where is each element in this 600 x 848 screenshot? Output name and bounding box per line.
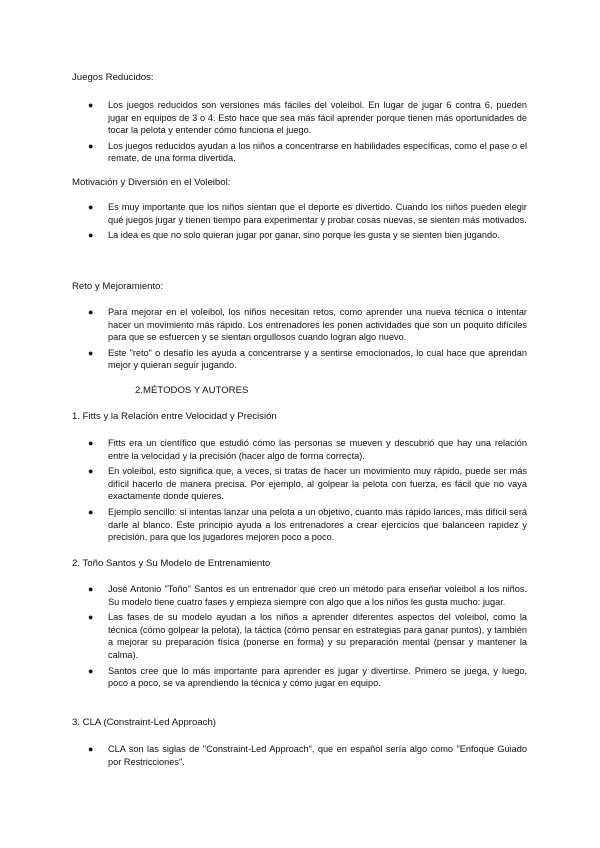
list-item: ● Las fases de su modelo ayudan a los niños a aprender diferentes aspectos del voleibol, como la técnica (cómo golpear la pelota), la táctica (cómo pensar en estrategias para ganar puntos), y también a mejorar su preparación física (ponerse en forma) y su preparación mental (pensar y mantener la calma). <box>88 612 527 660</box>
list-item: ● En voleibol, esto significa que, a veces, si tratas de hacer un movimiento muy rápido, puede ser más difícil hacerlo de manera precisa. Por ejemplo, al golpear la pelota con fuerza, es fácil que no vaya exactamente donde quieres. <box>88 466 527 502</box>
section-heading-reto: Reto y Mejoramiento: <box>72 281 164 292</box>
section-subtitle-metodos: 2.MÉTODOS Y AUTORES <box>135 385 249 396</box>
bullet-icon: ● <box>88 230 94 241</box>
bullet-list-cla <box>0 743 527 771</box>
bullet-list-reto <box>0 306 527 375</box>
list-item: ● Para mejorar en el voleibol, los niños necesitan retos, como aprender una nueva técnica o intentar hacer un movimiento más rápido. Los entrenadores les ponen actividades que son un poquito difíciles para que se esfuercen y se sientan orgullosos cuando logran algo nuevo. <box>88 307 527 343</box>
list-item: ● CLA son las siglas de "Constraint-Led Approach", que en español sería algo como "Enfoque Guiado por Restricciones". <box>88 744 527 767</box>
section-heading-cla: 3. CLA (Constraint-Led Approach) <box>72 717 216 728</box>
bullet-icon: ● <box>88 438 94 448</box>
bullet-icon: ● <box>88 202 94 212</box>
section-heading-fitts: 1. Fitts y la Relación entre Velocidad y Precisión <box>72 411 277 422</box>
list-item: ● Ejemplo sencillo: si intentas lanzar una pelota a un objetivo, cuanto más rápido lances, más difícil será darle al blanco. Este principio ayuda a los entrenadores a crear ejercicios que balanceen rapidez y precisión, para que los jugadores mejoren poco a poco. <box>88 506 527 543</box>
bullet-icon: ● <box>88 612 94 623</box>
bullet-icon: ● <box>88 744 94 754</box>
list-item: ● Este "reto" o desafío les ayuda a concentrarse y a sentirse emocionados, lo cual hace que aprendan mejor y quieran seguir jugando. <box>88 347 527 371</box>
bullet-icon: ● <box>88 307 94 317</box>
bullet-list-juegos-reducidos <box>0 99 527 168</box>
bullet-icon: ● <box>88 140 94 151</box>
list-item: ● La idea es que no solo quieran jugar por ganar, sino porque les gusta y se sienten bien jugando. <box>88 230 500 241</box>
bullet-icon: ● <box>88 506 94 517</box>
bullet-icon: ● <box>88 100 94 110</box>
bullet-icon: ● <box>88 466 94 477</box>
bullet-list-motivacion <box>0 201 527 245</box>
section-heading-motivacion: Motivación y Diversión en el Voleibol: <box>72 177 231 188</box>
section-heading-tono-santos: 2. Toño Santos y Su Modelo de Entrenamiento <box>72 558 271 569</box>
bullet-icon: ● <box>88 347 94 358</box>
bullet-icon: ● <box>88 665 94 676</box>
list-item: ● Fitts era un científico que estudió cómo las personas se mueven y descubrió que hay una relación entre la velocidad y la precisión (hacer algo de forma correcta). <box>88 438 527 461</box>
list-item: ● Los juegos reducidos ayudan a los niños a concentrarse en habilidades específicas, como el pase o el remate, de una forma divertida. <box>88 140 527 164</box>
list-item: ● Los juegos reducidos son versiones más fáciles del voleibol. En lugar de jugar 6 contra 6, pueden jugar en equipos de 3 o 4. Esto hace que sea más fácil aprender porque tienen más oportunidades de tocar la pelota y entender cómo funciona el juego. <box>88 100 527 136</box>
list-item: ● Santos cree que lo más importante para aprender es jugar y divertirse. Primero se juega, y luego, poco a poco, se va aprendiendo la técnica y cómo jugar en equipo. <box>88 665 527 689</box>
bullet-list-fitts <box>0 437 527 547</box>
section-heading-juegos-reducidos: Juegos Reducidos: <box>72 72 154 83</box>
bullet-list-tono-santos <box>0 583 527 693</box>
list-item: ● Es muy importante que los niños sientan que el deporte es divertido. Cuando los niños pueden elegir qué juegos jugar y tienen tiempo para experimentar y probar cosas nuevas, se sienten más motivados. <box>88 202 527 225</box>
bullet-icon: ● <box>88 584 94 594</box>
list-item: ● José Antonio "Toño" Santos es un entrenador que creó un método para enseñar voleibol a los niños. Su modelo tiene cuatro fases y empieza siempre con algo que a los niños les gusta mucho: jugar. <box>88 584 527 607</box>
